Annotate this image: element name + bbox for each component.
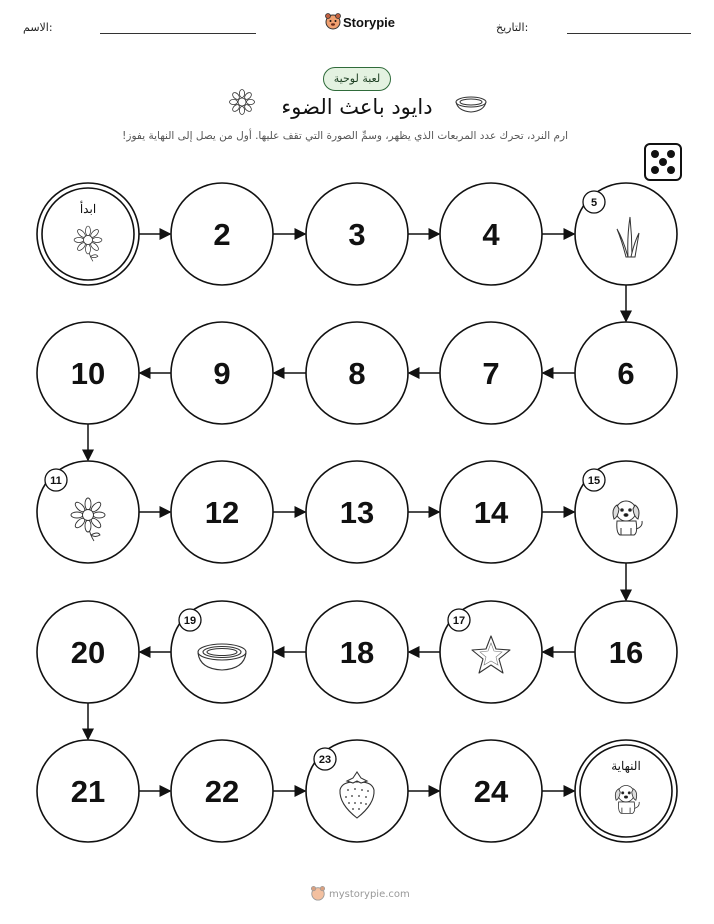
square-number: 10 bbox=[70, 356, 106, 391]
board-square bbox=[171, 601, 273, 703]
square-number: 21 bbox=[70, 774, 106, 809]
board-square bbox=[171, 740, 273, 842]
square-number-badge: 15 bbox=[587, 475, 601, 487]
board-square bbox=[37, 740, 139, 842]
square-number: 2 bbox=[213, 217, 231, 252]
square-number: 8 bbox=[348, 356, 366, 391]
square-number-badge: 17 bbox=[452, 615, 466, 627]
square-number: 18 bbox=[339, 635, 375, 670]
board-square bbox=[171, 183, 273, 285]
board-square bbox=[306, 183, 408, 285]
square-number-badge: 5 bbox=[590, 197, 598, 209]
board-square bbox=[440, 601, 542, 703]
date-label: التاريخ: bbox=[496, 21, 529, 34]
square-number: 3 bbox=[348, 217, 366, 252]
board-square bbox=[37, 601, 139, 703]
square-number: 9 bbox=[213, 356, 231, 391]
board-square bbox=[306, 461, 408, 563]
square-number: 7 bbox=[482, 356, 500, 391]
square-number: 4 bbox=[482, 217, 500, 252]
badge: لعبة لوحية bbox=[323, 67, 391, 91]
page-title: دايود باعث الضوء bbox=[281, 95, 433, 119]
board-square bbox=[575, 601, 677, 703]
board-square bbox=[440, 322, 542, 424]
square-number: 24 bbox=[473, 774, 509, 809]
brand-name: Storypie bbox=[343, 15, 396, 30]
end-label: النهاية bbox=[611, 759, 641, 773]
end-square bbox=[575, 740, 677, 842]
square-number: 14 bbox=[473, 495, 509, 530]
board-square bbox=[575, 183, 677, 285]
board-square bbox=[440, 461, 542, 563]
board-square bbox=[171, 322, 273, 424]
square-number: 22 bbox=[204, 774, 240, 809]
square-number: 16 bbox=[608, 635, 644, 670]
start-square bbox=[37, 183, 139, 285]
square-number-badge: 11 bbox=[50, 475, 62, 487]
square-number-badge: 19 bbox=[183, 615, 197, 627]
board-square bbox=[440, 183, 542, 285]
square-number-badge: 23 bbox=[318, 754, 332, 766]
board-square bbox=[440, 740, 542, 842]
square-number: 6 bbox=[617, 356, 635, 391]
board-square bbox=[306, 740, 408, 842]
footer-url: mystorypie.com bbox=[329, 889, 410, 900]
square-number: 13 bbox=[339, 495, 375, 530]
board-square bbox=[171, 461, 273, 563]
board-square bbox=[37, 322, 139, 424]
start-label: ابدأ bbox=[79, 202, 97, 216]
footer-logo-icon bbox=[310, 885, 326, 901]
name-label: الاسم: bbox=[23, 21, 53, 34]
board-square bbox=[306, 601, 408, 703]
board-square bbox=[306, 322, 408, 424]
board-square bbox=[575, 322, 677, 424]
board-square bbox=[575, 461, 677, 563]
square-number: 20 bbox=[70, 635, 106, 670]
square-number: 12 bbox=[204, 495, 240, 530]
instructions: ارم النرد، تحرك عدد المربعات الذي يظهر، وسمِّ الصورة التي تقف عليها. أول من يصل إلى النهاية يفوز! bbox=[122, 130, 568, 142]
board-square bbox=[37, 461, 139, 563]
